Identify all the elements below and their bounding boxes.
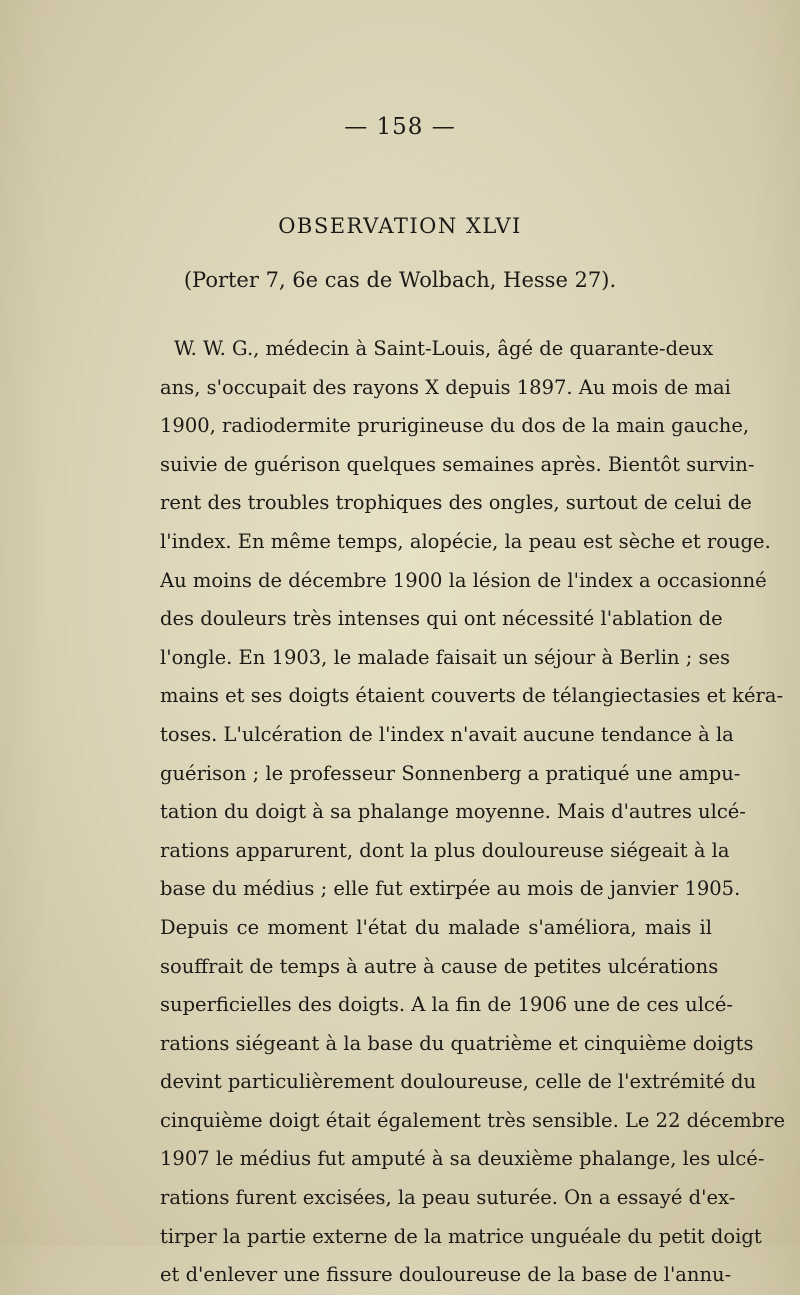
text-line: toses. L'ulcération de l'index n'avait aucune tendance à la <box>160 722 734 746</box>
text-line: superficielles des doigts. A la fin de 1906 une de ces ulcé- <box>160 993 733 1017</box>
text-line: W. W. G., médecin à Saint-Louis, âgé de quarante-deux <box>174 337 714 360</box>
text-line: guérison ; le professeur Sonnenberg a pratiqué une ampu- <box>160 761 741 785</box>
text-line: cinquième doigt était également très sensible. Le 22 décembre <box>160 1108 785 1132</box>
text-line: et d'enlever une fissure douloureuse de la base de l'annu- <box>160 1263 732 1287</box>
observation-heading: OBSERVATION XLVI <box>278 214 522 238</box>
text-line: rations siégeant à la base du quatrième et cinquième doigts <box>160 1031 754 1055</box>
observation-body <box>160 330 785 1295</box>
text-line: ans, s'occupait des rayons X depuis 1897. Au mois de mai <box>160 375 731 399</box>
text-line: mains et ses doigts étaient couverts de télangiectasies et kéra- <box>160 684 784 708</box>
page-number: — 158 — <box>344 114 456 140</box>
text-line: 1900, radiodermite prurigineuse du dos de la main gauche, <box>160 414 750 438</box>
text-line: rations apparurent, dont la plus douloureuse siégeait à la <box>160 838 730 862</box>
text-line: devint particulièrement douloureuse, celle de l'extrémité du <box>160 1070 757 1094</box>
text-line: Depuis ce moment l'état du malade s'améliora, mais il <box>160 915 712 939</box>
text-line: l'index. En même temps, alopécie, la peau est sèche et rouge. <box>160 529 771 553</box>
text-line: base du médius ; elle fut extirpée au mois de janvier 1905. <box>160 877 741 901</box>
text-line: 1907 le médius fut amputé à sa deuxième phalange, les ulcé- <box>160 1147 765 1171</box>
text-line: suivie de guérison quelques semaines après. Bientôt survin- <box>160 452 755 476</box>
text-line: souffrait de temps à autre à cause de petites ulcérations <box>160 954 719 978</box>
text-line: tation du doigt à sa phalange moyenne. Mais d'autres ulcé- <box>160 800 746 824</box>
text-line: des douleurs très intenses qui ont nécessité l'ablation de <box>160 607 723 631</box>
text-line: rations furent excisées, la peau suturée. On a essayé d'ex- <box>160 1186 736 1210</box>
text-line: l'ongle. En 1903, le malade faisait un séjour à Berlin ; ses <box>160 645 731 669</box>
observation-source: (Porter 7, 6e cas de Wolbach, Hesse 27). <box>183 268 617 292</box>
text-line: tirper la partie externe de la matrice unguéale du petit doigt <box>160 1224 762 1248</box>
text-line: rent des troubles trophiques des ongles, surtout de celui de <box>160 491 752 515</box>
text-line: Au moins de décembre 1900 la lésion de l'index a occasionné <box>160 568 767 592</box>
